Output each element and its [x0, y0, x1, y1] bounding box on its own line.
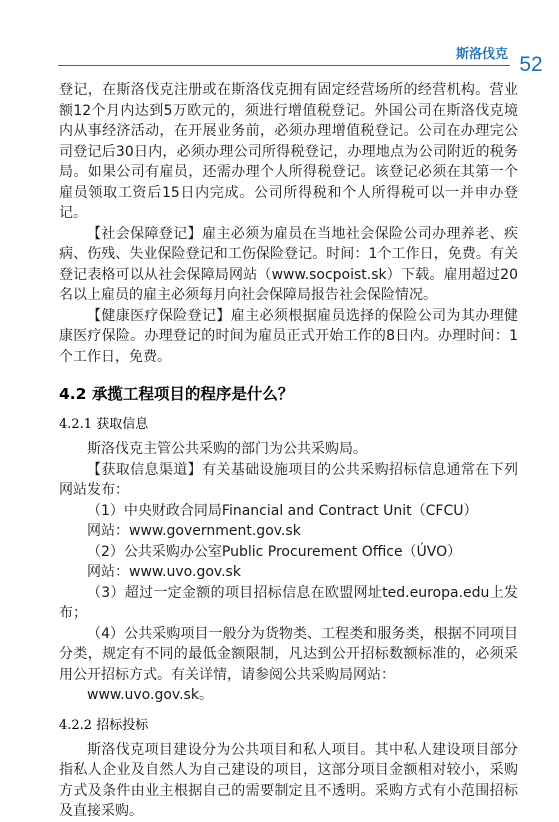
paragraph-registration: 登记，在斯洛伐克注册或在斯洛伐克拥有固定经营场所的经营机构。营业额12个月内达到5万欧元的，须进行增值税登记。外国公司在斯洛伐克境内从事经济活动，在开展业务前，必须办理增值税登记。公司在办理完公司登记后30日内，必须办理公司所得税登记，办理地点为公司附近的税务局。如果公司有雇员，还需办理个人所得税登记。该登记必须在其第一个雇员领取工资后15日内完成。公司所得税和个人所得税可以一并申办登记。: [59, 82, 518, 221]
page-header: [0, 0, 559, 80]
paragraph-health-insurance: 【健康医疗保险登记】雇主必须根据雇员选择的保险公司为其办理健康医疗保险。办理登记的时间为雇员正式开始工作的8日内。办理时间：1个工作日，免费。: [59, 307, 518, 365]
list-item-cfcu: （1）中央财政合同局Financial and Contract Unit（CFCU）: [87, 502, 478, 519]
page-number: 52: [519, 53, 543, 76]
paragraph-bidding: 斯洛伐克项目建设分为公共项目和私人项目。其中私人建设项目部分指私人企业及自然人为自己建设的项目，这部分项目金额相对较小，采购方式及条件由业主根据自己的需要制定且不透明。采购方式有小范围招标及直接采购。: [59, 741, 518, 819]
page-content: [59, 80, 518, 822]
website-uvo: 网站：www.uvo.gov.sk: [87, 564, 241, 580]
paragraph-info-channels: 【获取信息渠道】有关基础设施项目的公共采购招标信息通常在下列网站发布：: [59, 461, 518, 498]
header-country: 斯洛伐克: [455, 47, 508, 62]
subsection-heading-4-2-2: 4.2.2 招标投标: [59, 717, 149, 733]
website-cfcu: 网站：www.government.gov.sk: [87, 523, 301, 539]
list-item-ted: （3）超过一定金额的项目招标信息在欧盟网址ted.europa.edu上发布；: [59, 584, 518, 621]
header-rule: [58, 65, 510, 66]
website-uvo-details: www.uvo.gov.sk。: [87, 687, 213, 703]
paragraph-social-security: 【社会保障登记】雇主必须为雇员在当地社会保险公司办理养老、疾病、伤残、失业保险登记和工伤保险登记。时间：1个工作日，免费。有关登记表格可以从社会保障局网站（www.socpoist.sk）下载。雇用超过20名以上雇员的雇主必须每月向社会保障局报告社会保险情况。: [59, 225, 518, 303]
section-heading-4-2: 4.2 承揽工程项目的程序是什么？: [59, 385, 294, 403]
list-item-uvo: （2）公共采购办公室Public Procurement Office（ÚVO）: [87, 543, 462, 560]
list-item-categories: （4）公共采购项目一般分为货物类、工程类和服务类，根据不同项目分类，规定有不同的最低金额限制，凡达到公开招标数额标准的，必须采用公开招标方式。有关详情，请参阅公共采购局网站：: [59, 625, 518, 683]
paragraph-procurement-office: 斯洛伐克主管公共采购的部门为公共采购局。: [87, 441, 367, 457]
subsection-heading-4-2-1: 4.2.1 获取信息: [59, 417, 149, 432]
